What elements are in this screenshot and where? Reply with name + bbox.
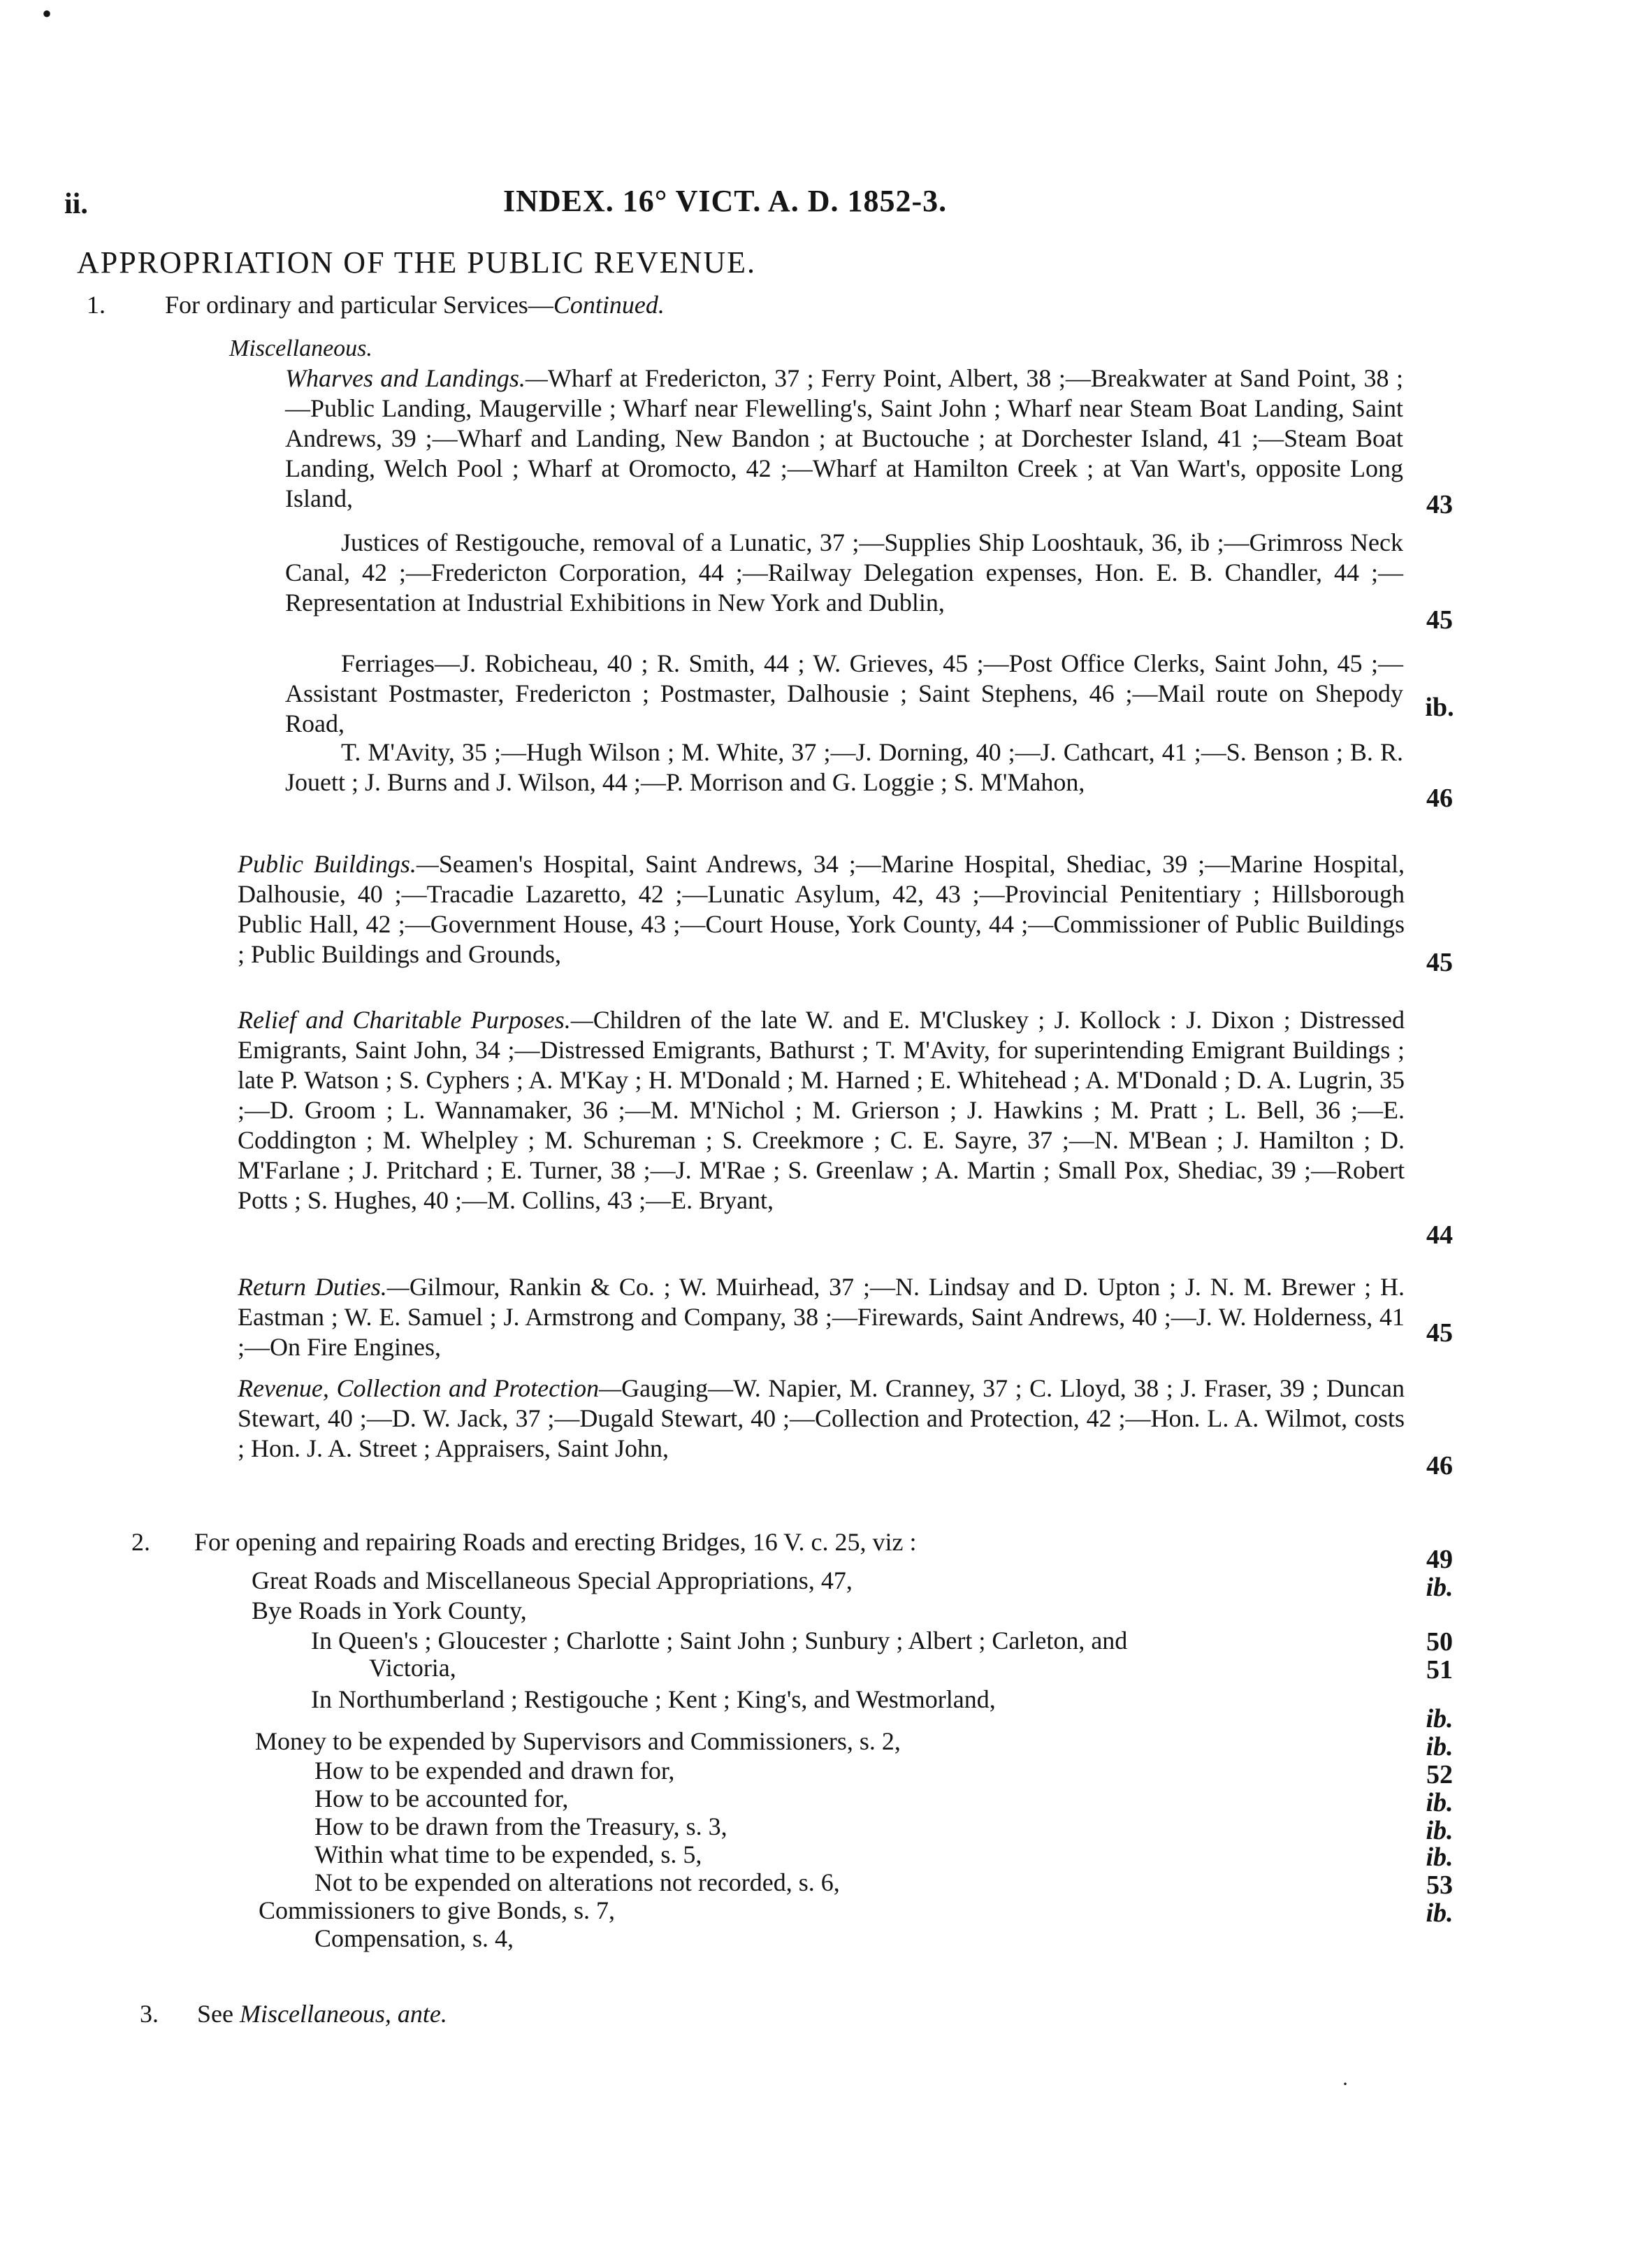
entry-page-ref: 45 [1426, 948, 1453, 977]
page-number: ii. [64, 188, 88, 220]
road-page-ref: ib. [1426, 1788, 1454, 1817]
road-item: Not to be expended on alterations not recorded, s. 6, [314, 1868, 840, 1896]
road-item: How to be drawn from the Treasury, s. 3, [314, 1812, 727, 1840]
entry-text: Justices of Restigouche, removal of a Lunatic, 37 ;—Supplies Ship Looshtauk, 36, ib ;—Grimross Neck Canal, 42 ;—Fredericton Corporation, 44 ;—Railway Delegation expenses, Hon. E. B. Chandler, 44 ;—Representation at Industrial Exhibitions in New York and Dublin, [285, 528, 1403, 617]
road-page-ref: 49 [1426, 1545, 1453, 1574]
entry-lead: Public Buildings.— [238, 850, 439, 878]
header-title: INDEX. 16° VICT. A. D. 1852-3. [503, 184, 948, 218]
index-entry [238, 1373, 1405, 1464]
index-entry [238, 849, 1405, 969]
entry-page-ref: 45 [1426, 605, 1453, 635]
index-entry [285, 363, 1403, 514]
entry-lead: Revenue, Collection and Protection— [238, 1374, 622, 1402]
road-item: Victoria, [369, 1654, 456, 1682]
road-page-ref: 50 [1426, 1627, 1453, 1657]
entry-lead: Return Duties.— [238, 1273, 410, 1301]
subsection-2-heading [131, 1527, 916, 1557]
entry-text: Ferriages—J. Robicheau, 40 ; R. Smith, 44 ; W. Grieves, 45 ;—Post Office Clerks, Saint John, 45 ;—Assistant Postmaster, Fredericton ; Postmaster, Dalhousie ; Saint Stephens, 46 ;—Mail route on Shepody Road, [285, 649, 1403, 737]
index-entry [285, 528, 1403, 618]
index-entry [285, 737, 1403, 798]
stray-mark: · [1342, 2072, 1349, 2096]
road-item: Commissioners to give Bonds, s. 7, [259, 1896, 616, 1924]
entry-lead: Wharves and Landings.— [285, 364, 548, 392]
section-title: APPROPRIATION OF THE PUBLIC REVENUE. [77, 245, 757, 280]
subsection-text: See [197, 2000, 240, 2028]
road-page-ref: ib. [1426, 1898, 1454, 1928]
road-item: Compensation, s. 4, [314, 1924, 514, 1952]
entry-text: Gilmour, Rankin & Co. ; W. Muirhead, 37 ;—N. Lindsay and D. Upton ; J. N. M. Brewer ; H. Eastman ; W. E. Samuel ; J. Armstrong and Company, 38 ;—Firewards, Saint Andrews, 40 ;—J. W. Holderness, 41 ;—On Fire Engines, [238, 1273, 1405, 1361]
index-entry [238, 1272, 1405, 1362]
entry-text: Wharf at Fredericton, 37 ; Ferry Point, Albert, 38 ;—Breakwater at Sand Point, 38 ;—Public Landing, Maugerville ; Wharf near Flewelling's, Saint John ; Wharf near Steam Boat Landing, Saint Andrews, 39 ;—Wharf and Landing, New Bandon ; at Buctouche ; at Dorchester Island, 41 ;—Steam Boat Landing, Welch Pool ; Wharf at Oromocto, 42 ;—Wharf at Hamilton Creek ; at Van Wart's, opposite Long Island, [285, 364, 1404, 512]
entry-text: T. M'Avity, 35 ;—Hugh Wilson ; M. White, 37 ;—J. Dorning, 40 ;—J. Cathcart, 41 ;—S. Benson ; B. R. Jouett ; J. Burns and J. Wilson, 44 ;—P. Morrison and G. Loggie ; S. M'Mahon, [285, 738, 1403, 796]
road-page-ref: ib. [1426, 1704, 1454, 1733]
road-item: How to be accounted for, [314, 1784, 569, 1812]
subsection-number: 3. [140, 2000, 159, 2028]
index-entry [285, 649, 1403, 739]
subsection-3-heading [140, 1999, 447, 2028]
road-page-ref: 53 [1426, 1870, 1453, 1900]
miscellaneous-label: Miscellaneous. [229, 336, 372, 361]
entry-page-ref: 45 [1426, 1318, 1453, 1348]
entry-text: Seamen's Hospital, Saint Andrews, 34 ;—Marine Hospital, Shediac, 39 ;—Marine Hospital, Dalhousie, 40 ;—Tracadie Lazaretto, 42 ;—Lunatic Asylum, 42, 43 ;—Provincial Penitentiary ; Hillsborough Public Hall, 42 ;—Government House, 43 ;—Court House, York County, 44 ;—Commissioner of Public Buildings ; Public Buildings and Grounds, [238, 850, 1405, 968]
subsection-text: For opening and repairing Roads and erecting Bridges, 16 V. c. 25, viz : [194, 1528, 917, 1556]
road-page-ref: ib. [1426, 1816, 1454, 1845]
entry-page-ref: ib. [1425, 693, 1454, 722]
continued-label: Continued. [553, 291, 665, 319]
road-page-ref: ib. [1426, 1732, 1454, 1761]
road-page-ref: ib. [1426, 1843, 1454, 1872]
entry-lead: Relief and Charitable Purposes.— [238, 1006, 593, 1034]
page-header [0, 183, 1652, 232]
entry-text: Children of the late W. and E. M'Cluskey ; J. Kollock : J. Dixon ; Distressed Emigrants, Saint John, 34 ;—Distressed Emigrants, Bathurst ; T. M'Avity, for superintending Emigrant Buildings ; late P. Watson ; S. Cyphers ; A. M'Kay ; H. M'Donald ; M. Harned ; E. Whitehead ; A. M'Donald ; D. A. Lugrin, 35 ;—D. Groom ; L. Wannamaker, 36 ;—M. M'Nichol ; M. Grierson ; J. Hawkins ; M. Pratt ; L. Bell, 36 ;—E. Coddington ; M. Whelpley ; M. Schureman ; S. Creekmore ; C. E. Sayre, 37 ;—N. M'Bean ; J. Hamilton ; D. M'Farlane ; J. Pritchard ; E. Turner, 38 ;—J. M'Rae ; S. Greenlaw ; A. Martin ; Small Pox, Shediac, 39 ;—Robert Potts ; S. Hughes, 40 ;—M. Collins, 43 ;—E. Bryant, [238, 1006, 1405, 1214]
subsection-number: 2. [131, 1528, 150, 1556]
road-item: In Northumberland ; Restigouche ; Kent ; King's, and Westmorland, [311, 1685, 996, 1713]
corner-mark: • [42, 0, 52, 29]
road-item: Within what time to be expended, s. 5, [314, 1840, 702, 1868]
subsection-number: 1. [87, 291, 106, 319]
road-item: How to be expended and drawn for, [314, 1757, 675, 1784]
subsection-italic: Miscellaneous, ante. [239, 2000, 447, 2028]
subsection-text: For ordinary and particular Services— [165, 291, 553, 319]
road-page-ref: ib. [1426, 1573, 1454, 1602]
index-entry [238, 1005, 1405, 1216]
road-item: Money to be expended by Supervisors and Commissioners, s. 2, [255, 1727, 901, 1755]
road-item: Bye Roads in York County, [252, 1596, 527, 1624]
road-page-ref: 51 [1426, 1655, 1453, 1685]
entry-text: Gauging—W. Napier, M. Cranney, 37 ; C. Lloyd, 38 ; J. Fraser, 39 ; Duncan Stewart, 40 ;—D. W. Jack, 37 ;—Dugald Stewart, 40 ;—Collection and Protection, 42 ;—Hon. L. A. Wilmot, costs ; Hon. J. A. Street ; Appraisers, Saint John, [238, 1374, 1405, 1462]
subsection-1-heading [87, 290, 665, 319]
entry-page-ref: 46 [1426, 1451, 1453, 1480]
road-item: Great Roads and Miscellaneous Special Appropriations, 47, [252, 1566, 853, 1594]
entry-page-ref: 46 [1426, 784, 1453, 813]
road-item: In Queen's ; Gloucester ; Charlotte ; Saint John ; Sunbury ; Albert ; Carleton, and [311, 1627, 1128, 1654]
road-page-ref: 52 [1426, 1760, 1453, 1789]
entry-page-ref: 43 [1426, 490, 1453, 519]
entry-page-ref: 44 [1426, 1220, 1453, 1250]
